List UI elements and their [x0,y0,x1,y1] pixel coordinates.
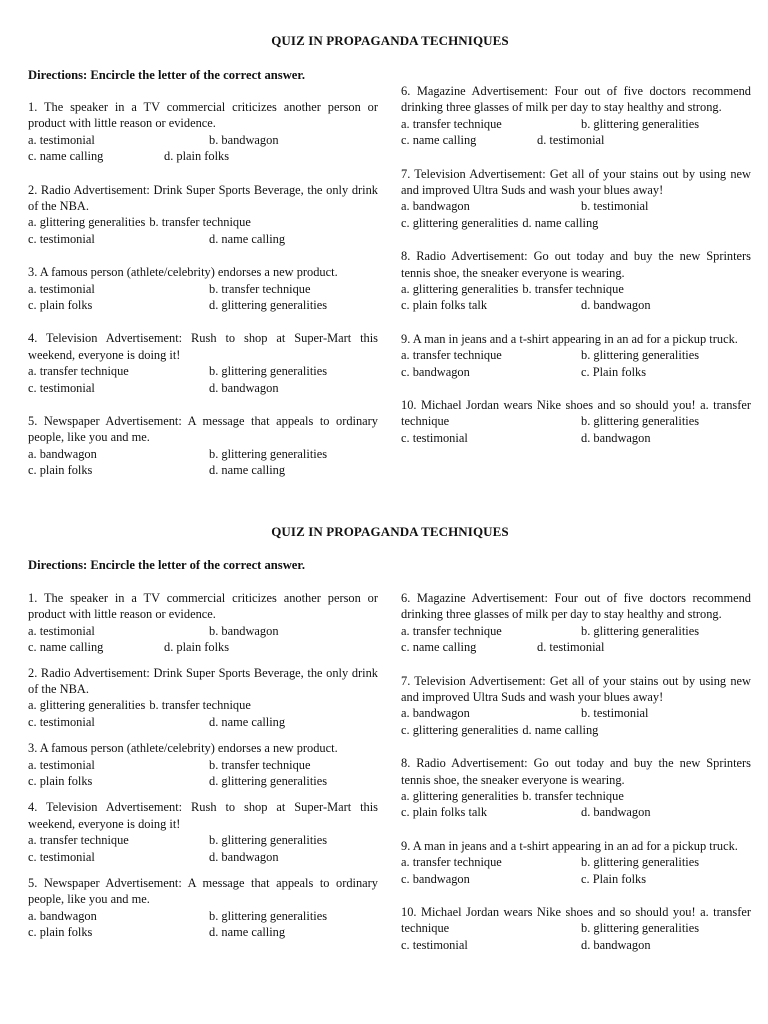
option-a: a. bandwagon [28,446,97,461]
option-c: c. name calling [28,640,104,655]
question-text: 6. Magazine Advertisement: Four out of five doctors recommend drinking three glasses of milk per day to stay healthy and strong. [401,591,751,622]
option-b: b. glittering generalities [581,623,700,638]
option-d: d. glittering generalities [209,773,328,788]
option-d: d. testimonial [537,640,605,655]
question-8 [401,248,751,314]
option-b: b. transfer technique [522,789,624,803]
question-text: 9. A man in jeans and a t-shirt appearing in an ad for a pickup truck. [401,838,738,853]
option-b: b. glittering generalities [581,921,700,936]
option-c: c. plain folks talk [401,298,488,313]
option-a: a. transfer technique [401,855,502,870]
option-b: b. testimonial [581,199,649,214]
right-column [401,83,751,463]
question-text: 9. A man in jeans and a t-shirt appearing in an ad for a pickup truck. [401,331,738,346]
option-c: c. glittering generalities [401,722,519,737]
question-3 [28,264,378,313]
option-d: d. bandwagon [581,298,651,313]
question-10 [401,904,751,953]
question-5 [28,413,378,479]
question-8 [401,755,751,821]
question-text: 4. Television Advertisement: Rush to shop at Super-Mart this weekend, everyone is doing it! [28,331,378,362]
option-b: b. transfer technique [209,281,311,296]
option-a: a. testimonial [28,757,95,772]
question-6 [401,590,751,656]
option-b: b. glittering generalities [209,364,328,379]
option-b: b. transfer technique [209,757,311,772]
option-b: b. glittering generalities [581,116,700,131]
left-column [28,590,378,958]
question-text: 2. Radio Advertisement: Drink Super Sports Beverage, the only drink of the NBA. [28,182,378,213]
option-a: a. testimonial [28,281,95,296]
question-5 [28,875,378,941]
option-a: a. transfer technique [28,364,129,379]
question-text-with-option-a: 10. Michael Jordan wears Nike shoes and so should you! a. transfer technique [401,397,751,429]
option-b: b. glittering generalities [581,414,700,429]
question-text: 8. Radio Advertisement: Go out today and buy the new Sprinters tennis shoe, the sneaker everyone is wearing. [401,756,751,787]
question-4 [28,330,378,396]
option-d: d. name calling [209,925,286,940]
option-c: c. bandwagon [401,364,470,379]
option-a: a. testimonial [28,623,95,638]
question-1 [28,590,378,656]
option-a: a. glittering generalities [28,698,146,713]
option-d: c. Plain folks [581,364,647,379]
question-7 [401,166,751,232]
option-a: a. glittering generalities [401,282,519,296]
option-d: d. bandwagon [209,849,279,864]
question-text: 1. The speaker in a TV commercial criticizes another person or product with little reason or evidence. [28,100,378,131]
option-b: b. glittering generalities [209,908,328,923]
question-text: 2. Radio Advertisement: Drink Super Sports Beverage, the only drink of the NBA. [28,665,378,696]
option-d: d. testimonial [537,133,605,148]
question-1 [28,99,378,165]
quiz-title: QUIZ IN PROPAGANDA TECHNIQUES [271,33,509,48]
right-column [401,590,751,970]
option-b: b. glittering generalities [209,446,328,461]
question-text: 5. Newspaper Advertisement: A message that appeals to ordinary people, like you and me. [28,413,378,445]
option-c: c. name calling [401,640,477,655]
question-9 [401,331,751,380]
option-d: d. name calling [209,231,286,246]
option-b: b. transfer technique [522,282,624,296]
option-c: c. testimonial [28,380,95,395]
question-9 [401,838,751,887]
directions: Directions: Encircle the letter of the correct answer. [28,68,305,82]
option-c: c. plain folks [28,463,93,478]
question-text: 6. Magazine Advertisement: Four out of five doctors recommend drinking three glasses of milk per day to stay healthy and strong. [401,84,751,115]
option-b: b. bandwagon [209,132,279,147]
question-text: 5. Newspaper Advertisement: A message that appeals to ordinary people, like you and me. [28,875,378,907]
directions: Directions: Encircle the letter of the correct answer. [28,558,305,572]
option-a: a. transfer technique [401,348,502,363]
option-d: d. bandwagon [581,937,651,952]
option-d: d. name calling [209,463,286,478]
question-text: 3. A famous person (athlete/celebrity) endorses a new product. [28,741,338,756]
option-c: c. bandwagon [401,871,470,886]
option-a: a. bandwagon [401,706,470,721]
option-c: c. plain folks [28,925,93,940]
option-d: d. plain folks [164,640,230,655]
question-10 [401,397,751,446]
option-c: c. testimonial [28,231,95,246]
option-c: c. plain folks talk [401,805,488,820]
question-2 [28,665,378,731]
question-text: 7. Television Advertisement: Get all of your stains out by using new and improved Ultra Suds and wash your blues away! [401,166,751,197]
option-b: b. glittering generalities [209,833,328,848]
option-c: c. glittering generalities [401,215,519,230]
option-c: c. name calling [28,149,104,164]
option-a: a. transfer technique [28,833,129,848]
option-b: b. glittering generalities [581,348,700,363]
option-c: c. testimonial [401,430,468,445]
option-d: d. plain folks [164,149,230,164]
option-c: c. plain folks [28,773,93,788]
option-b: b. glittering generalities [581,855,700,870]
option-a: a. transfer technique [401,116,502,131]
question-3 [28,740,378,789]
option-d: d. name calling [522,722,599,737]
option-a: a. glittering generalities [28,215,146,230]
question-text: 1. The speaker in a TV commercial criticizes another person or product with little reason or evidence. [28,591,378,622]
option-c: c. testimonial [28,849,95,864]
option-c: c. testimonial [28,714,95,729]
question-text: 3. A famous person (athlete/celebrity) endorses a new product. [28,265,338,280]
question-text: 4. Television Advertisement: Rush to shop at Super-Mart this weekend, everyone is doing it! [28,800,378,831]
option-a: a. testimonial [28,132,95,147]
question-7 [401,673,751,739]
option-a: a. bandwagon [401,199,470,214]
option-d: d. name calling [209,714,286,729]
option-d: d. bandwagon [581,430,651,445]
option-a: a. bandwagon [28,908,97,923]
quiz-title: QUIZ IN PROPAGANDA TECHNIQUES [271,524,509,539]
option-c: c. testimonial [401,937,468,952]
option-d: d. glittering generalities [209,297,328,312]
option-b: b. transfer technique [149,215,251,230]
option-c: c. name calling [401,133,477,148]
option-a: a. glittering generalities [401,789,519,803]
option-d: d. name calling [522,215,599,230]
left-column [28,99,378,496]
option-d: c. Plain folks [581,871,647,886]
option-b: b. testimonial [581,706,649,721]
question-6 [401,83,751,149]
question-2 [28,182,378,248]
question-text: 7. Television Advertisement: Get all of your stains out by using new and improved Ultra Suds and wash your blues away! [401,673,751,704]
question-text: 8. Radio Advertisement: Go out today and buy the new Sprinters tennis shoe, the sneaker everyone is wearing. [401,249,751,280]
option-b: b. transfer technique [149,698,251,713]
option-c: c. plain folks [28,297,93,312]
option-b: b. bandwagon [209,623,279,638]
option-d: d. bandwagon [581,805,651,820]
question-4 [28,799,378,865]
option-a: a. transfer technique [401,623,502,638]
question-text-with-option-a: 10. Michael Jordan wears Nike shoes and so should you! a. transfer technique [401,904,751,936]
option-d: d. bandwagon [209,380,279,395]
